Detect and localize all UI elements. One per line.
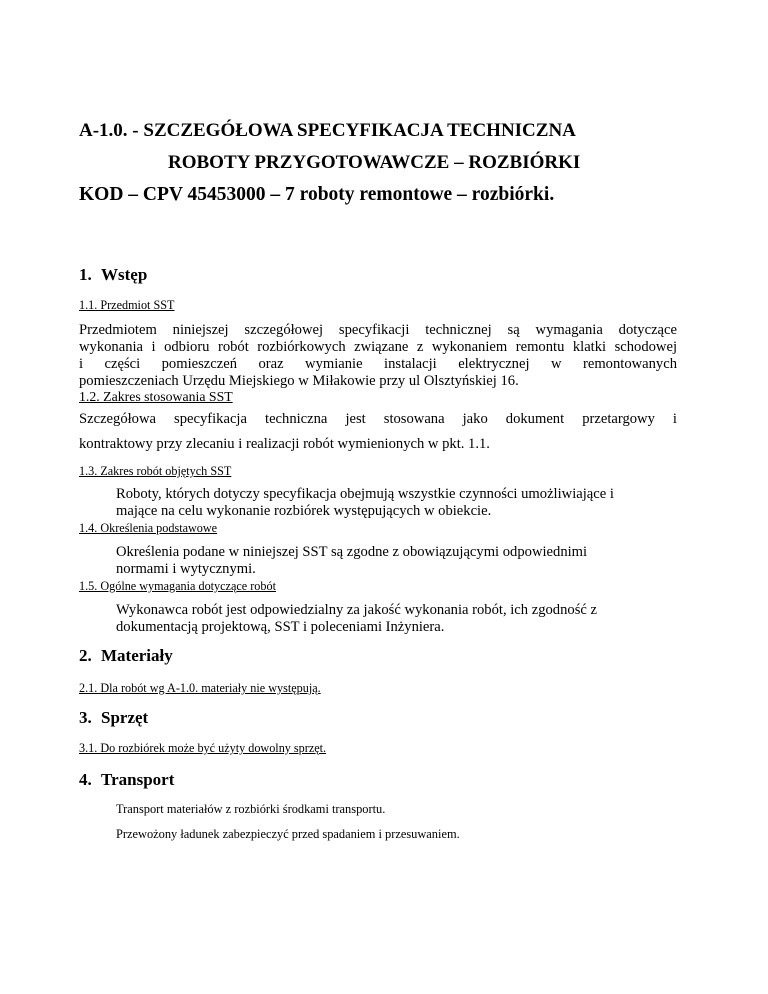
document-title: A-1.0. - SZCZEGÓŁOWA SPECYFIKACJA TECHNICZNA [79,120,576,141]
document-subtitle: ROBOTY PRZYGOTOWAWCZE – ROZBIÓRKI [168,152,581,173]
paragraph-line: normami i wytycznymi. [116,561,256,577]
paragraph-1-2-line-2: kontraktowy przy zlecaniu i realizacji robót wymienionych w pkt. 1.1. [79,436,490,452]
paragraph-line: Przedmiotem niniejszej szczegółowej specyfikacji technicznej są wymagania dotyczące [79,322,677,338]
paragraph-line: Określenia podane w niniejszej SST są zgodne z obowiązującymi odpowiednimi [116,544,588,560]
paragraph-line: Wykonawca robót jest odpowiedzialny za jakość wykonania robót, ich zgodność z [116,602,597,618]
paragraph-1-1 [79,322,677,390]
subsection-heading-1-2: 1.2. Zakres stosowania SST [79,389,233,404]
section-number: 2. [79,646,92,665]
subsection-heading-1-3: 1.3. Zakres robót objętych SST [79,464,232,478]
section-title: Wstęp [101,265,148,284]
section-title: Transport [101,770,175,789]
subsection-heading-1-1: 1.1. Przedmiot SST [79,298,175,312]
subsection-heading-3-1: 3.1. Do rozbiórek może być użyty dowolny sprzęt. [79,741,327,755]
cpv-code-line: KOD – CPV 45453000 – 7 roboty remontowe – rozbiórki. [79,184,555,205]
paragraph-line: pomieszczeniach Urzędu Miejskiego w Miłakowie przy ul Olsztyńskiej 16. [79,373,519,389]
paragraph-1-4 [116,544,587,578]
section-number: 1. [79,265,92,284]
paragraph-line: dokumentacją projektową, SST i poleceniami Inżyniera. [116,619,445,635]
transport-line-2: Przewożony ładunek zabezpieczyć przed spadaniem i przesuwaniem. [116,827,460,841]
section-heading-4 [79,770,174,790]
subsection-heading-1-5: 1.5. Ogólne wymagania dotyczące robót [79,579,276,593]
paragraph-line: i części pomieszczeń oraz wymianie instalacji elektrycznej w remontowanych [79,356,677,372]
paragraph-1-2 [79,411,677,428]
section-heading-3 [79,708,148,728]
paragraph-line: wykonania i odbioru robót rozbiórkowych związane z wykonaniem remontu klatki schodowej [79,339,677,355]
paragraph-line: Roboty, których dotyczy specyfikacja obejmują wszystkie czynności umożliwiające i [116,486,614,502]
section-title: Materiały [101,646,173,665]
paragraph-1-3 [116,486,614,520]
subsection-heading-1-4: 1.4. Określenia podstawowe [79,521,218,535]
subsection-heading-2-1: 2.1. Dla robót wg A-1.0. materiały nie występują. [79,681,321,695]
paragraph-1-5 [116,602,597,636]
paragraph-line: mające na celu wykonanie rozbiórek występujących w obiekcie. [116,503,492,519]
paragraph-line: Szczegółowa specyfikacja techniczna jest stosowana jako dokument przetargowy i [79,411,677,427]
section-number: 3. [79,708,92,727]
section-heading-1 [79,265,147,285]
section-number: 4. [79,770,92,789]
section-title: Sprzęt [101,708,149,727]
transport-line-1: Transport materiałów z rozbiórki środkami transportu. [116,802,386,816]
section-heading-2 [79,646,173,666]
